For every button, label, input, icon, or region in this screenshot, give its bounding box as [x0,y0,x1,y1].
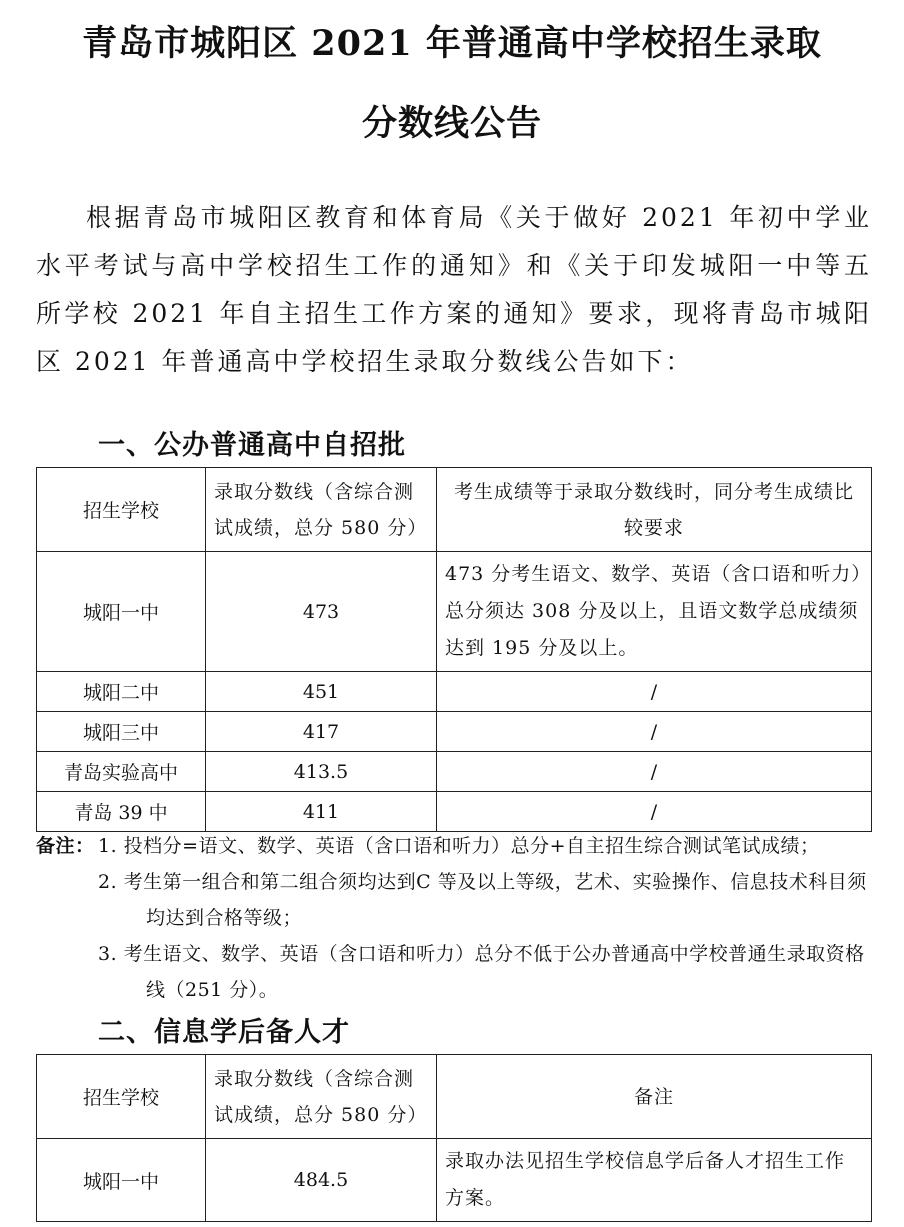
cell-score: 417 [206,712,437,752]
cell-score: 411 [206,792,437,832]
cell-school: 青岛实验高中 [37,752,206,792]
cell-score: 451 [206,672,437,712]
table-row [37,552,872,672]
intro-paragraph: 根据青岛市城阳区教育和体育局《关于做好 2021 年初中学业水平考试与高中学校招生工作的通知》和《关于印发城阳一中等五所学校 2021 年自主招生工作方案的通知》要求，现将青岛市城阳区 2021 年普通高中学校招生录取分数线公告如下： [36,203,872,376]
cell-school: 城阳三中 [37,712,206,752]
cell-score: 473 [206,552,437,672]
cell-score: 413.5 [206,752,437,792]
table-header-row [37,1055,872,1139]
note-text: 3. 考生语文、数学、英语（含口语和听力）总分不低于公办普通高中学校普通生录取资格线（251 分）。 [98,943,865,1001]
cell-score: 484.5 [206,1139,437,1222]
table-header-row [37,468,872,552]
notes-label: 备注： [36,835,95,857]
table-row [37,752,872,792]
cell-school: 城阳一中 [37,552,206,672]
note-item [36,936,876,1008]
title-line-1: 青岛市城阳区 2021 年普通高中学校招生录取 [82,23,822,64]
table-row [37,1139,872,1222]
table-row [37,712,872,752]
header-school: 招生学校 [37,1055,206,1139]
table-row [37,672,872,712]
section-2-heading: 二、信息学后备人才 [98,1017,350,1048]
cell-requirement: / [437,752,872,792]
section-1-heading: 一、公办普通高中自招批 [98,430,406,461]
self-enrollment-table [36,467,872,832]
cell-school: 城阳一中 [37,1139,206,1222]
note-item [36,864,876,936]
informatics-talent-table [36,1054,872,1222]
table-row [37,792,872,832]
note-text: 1. 投档分=语文、数学、英语（含口语和听力）总分+自主招生综合测试笔试成绩； [98,835,820,857]
header-requirement: 考生成绩等于录取分数线时，同分考生成绩比较要求 [437,468,872,552]
title-line-2: 分数线公告 [361,103,542,144]
cell-requirement: / [437,792,872,832]
cell-remarks: 录取办法见招生学校信息学后备人才招生工作方案。 [437,1139,872,1222]
note-text: 2. 考生第一组合和第二组合须均达到C 等及以上等级，艺术、实验操作、信息技术科目须均达到合格等级； [98,871,867,929]
header-score: 录取分数线（含综合测试成绩，总分 580 分） [206,468,437,552]
cell-school: 青岛 39 中 [37,792,206,832]
notes-block [36,828,876,1008]
header-school: 招生学校 [37,468,206,552]
header-remarks: 备注 [437,1055,872,1139]
cell-requirement: / [437,672,872,712]
cell-requirement: / [437,712,872,752]
note-item [36,828,876,864]
header-score: 录取分数线（含综合测试成绩，总分 580 分） [206,1055,437,1139]
cell-school: 城阳二中 [37,672,206,712]
cell-requirement: 473 分考生语文、数学、英语（含口语和听力）总分须达 308 分及以上，且语文数学总成绩须达到 195 分及以上。 [437,552,872,672]
